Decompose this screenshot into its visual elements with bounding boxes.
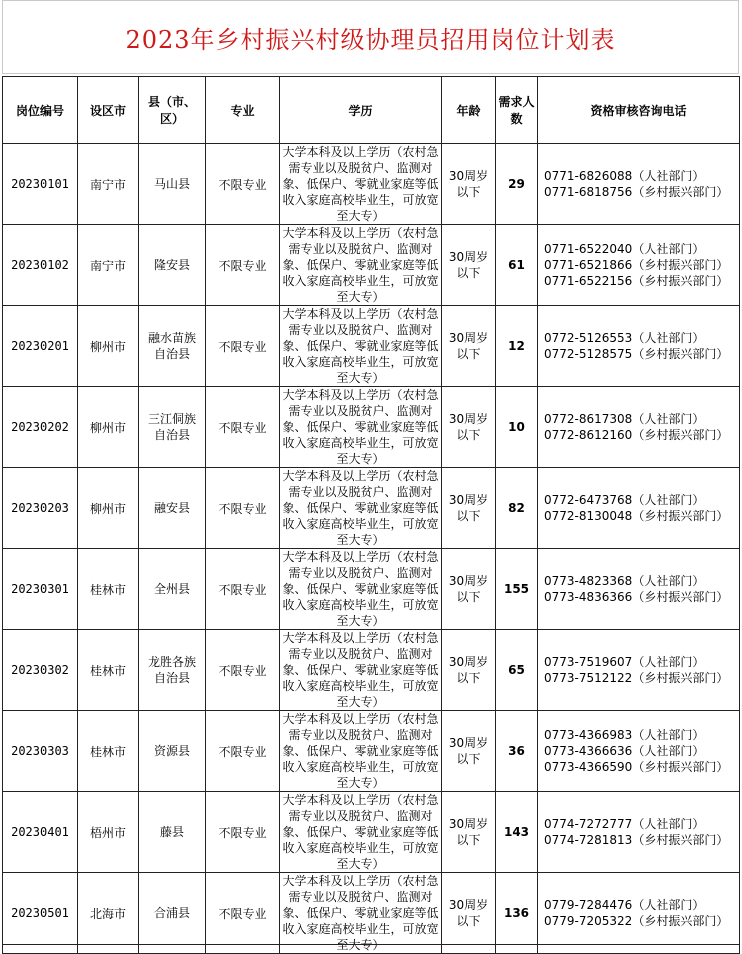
cell-education: 大学本科及以上学历（农村急需专业以及脱贫户、监测对象、低保户、零就业家庭等低收入家庭高校毕业生，可放宽至大专） [280,792,442,873]
cell-phones [538,792,740,873]
title-bar [2,0,739,74]
phone-line: 0779-7284476（人社部门） [544,898,705,912]
cell-code: 20230301 [3,549,78,630]
cell-city: 柳州市 [78,306,139,387]
cell-code: 20230202 [3,387,78,468]
cell-age: 30周岁以下 [442,468,496,549]
phone-line: 0773-7512122（乡村振兴部门） [544,671,729,685]
cell-education: 大学本科及以上学历（农村急需专业以及脱贫户、监测对象、低保户、零就业家庭等低收入家庭高校毕业生，可放宽至大专） [280,225,442,306]
table-row [3,225,740,306]
cell-major: 不限专业 [206,630,280,711]
cell-major: 不限专业 [206,549,280,630]
cell-city: 柳州市 [78,387,139,468]
table-row [3,711,740,792]
cell-county: 合浦县 [139,873,206,954]
cell-education: 大学本科及以上学历（农村急需专业以及脱贫户、监测对象、低保户、零就业家庭等低收入家庭高校毕业生，可放宽至大专） [280,387,442,468]
cell-city: 梧州市 [78,792,139,873]
header-education: 学历 [280,77,442,144]
cell-major: 不限专业 [206,306,280,387]
cell-age: 30周岁以下 [442,387,496,468]
cell-code: 20230201 [3,306,78,387]
cell-education: 大学本科及以上学历（农村急需专业以及脱贫户、监测对象、低保户、零就业家庭等低收入家庭高校毕业生，可放宽至大专） [280,873,442,954]
header-row [3,77,740,144]
cell-education: 大学本科及以上学历（农村急需专业以及脱贫户、监测对象、低保户、零就业家庭等低收入家庭高校毕业生，可放宽至大专） [280,549,442,630]
cell-code: 20230101 [3,144,78,225]
phone-line: 0772-8612160（乡村振兴部门） [544,428,729,442]
cell-education: 大学本科及以上学历（农村急需专业以及脱贫户、监测对象、低保户、零就业家庭等低收入家庭高校毕业生，可放宽至大专） [280,630,442,711]
phone-line: 0772-6473768（人社部门） [544,493,705,507]
page-title: 2023年乡村振兴村级协理员招用岗位计划表 [125,26,616,54]
cell-education: 大学本科及以上学历（农村急需专业以及脱贫户、监测对象、低保户、零就业家庭等低收入家庭高校毕业生，可放宽至大专） [280,468,442,549]
cell-county: 融水苗族自治县 [139,306,206,387]
cell-city: 桂林市 [78,711,139,792]
cell-count: 155 [496,549,538,630]
cell-county: 融安县 [139,468,206,549]
cell-age: 30周岁以下 [442,711,496,792]
cell-phones [538,144,740,225]
cell-phones [538,711,740,792]
table-row [3,144,740,225]
cell-count: 12 [496,306,538,387]
cell-phones [538,225,740,306]
phone-line: 0773-4823368（人社部门） [544,574,705,588]
table-row [3,630,740,711]
table-row [3,873,740,954]
phone-line: 0772-8617308（人社部门） [544,412,705,426]
phone-line: 0771-6521866（乡村振兴部门） [544,258,729,272]
cell-city: 桂林市 [78,630,139,711]
cell-phones [538,306,740,387]
header-major: 专业 [206,77,280,144]
table-row [3,792,740,873]
phone-line: 0773-4366590（乡村振兴部门） [544,760,729,774]
phone-line: 0772-5126553（人社部门） [544,331,705,345]
cell-age: 30周岁以下 [442,873,496,954]
cell-code: 20230102 [3,225,78,306]
phone-line: 0773-4366983（人社部门） [544,728,705,742]
cell-count: 36 [496,711,538,792]
cell-county: 隆安县 [139,225,206,306]
cell-county: 龙胜各族自治县 [139,630,206,711]
cell-age: 30周岁以下 [442,306,496,387]
cell-count: 10 [496,387,538,468]
phone-line: 0771-6522040（人社部门） [544,242,705,256]
cell-age: 30周岁以下 [442,792,496,873]
table-row [3,387,740,468]
cell-county: 三江侗族自治县 [139,387,206,468]
cell-code: 20230401 [3,792,78,873]
table-row [3,549,740,630]
table-row [3,306,740,387]
cell-code: 20230303 [3,711,78,792]
cell-phones [538,468,740,549]
cell-major: 不限专业 [206,387,280,468]
job-plan-table [2,76,740,954]
header-code: 岗位编号 [3,77,78,144]
phone-line: 0771-6522156（乡村振兴部门） [544,274,729,288]
cell-county: 全州县 [139,549,206,630]
cell-code: 20230203 [3,468,78,549]
phone-line: 0773-7519607（人社部门） [544,655,705,669]
header-count: 需求人数 [496,77,538,144]
header-county: 县（市、区） [139,77,206,144]
cell-age: 30周岁以下 [442,630,496,711]
cell-age: 30周岁以下 [442,144,496,225]
cell-education: 大学本科及以上学历（农村急需专业以及脱贫户、监测对象、低保户、零就业家庭等低收入家庭高校毕业生，可放宽至大专） [280,711,442,792]
cell-major: 不限专业 [206,225,280,306]
cell-city: 柳州市 [78,468,139,549]
phone-line: 0774-7272777（人社部门） [544,817,705,831]
cell-count: 65 [496,630,538,711]
cell-age: 30周岁以下 [442,225,496,306]
header-city: 设区市 [78,77,139,144]
cell-code: 20230501 [3,873,78,954]
phone-line: 0772-5128575（乡村振兴部门） [544,347,729,361]
cell-count: 82 [496,468,538,549]
cell-phones [538,873,740,954]
cell-count: 143 [496,792,538,873]
cell-count: 61 [496,225,538,306]
header-age: 年龄 [442,77,496,144]
cell-code: 20230302 [3,630,78,711]
cell-county: 藤县 [139,792,206,873]
cell-education: 大学本科及以上学历（农村急需专业以及脱贫户、监测对象、低保户、零就业家庭等低收入家庭高校毕业生，可放宽至大专） [280,306,442,387]
cell-major: 不限专业 [206,711,280,792]
cell-age: 30周岁以下 [442,549,496,630]
cell-education: 大学本科及以上学历（农村急需专业以及脱贫户、监测对象、低保户、零就业家庭等低收入家庭高校毕业生，可放宽至大专） [280,144,442,225]
cell-city: 南宁市 [78,144,139,225]
cell-major: 不限专业 [206,468,280,549]
cell-phones [538,387,740,468]
cell-county: 资源县 [139,711,206,792]
cell-major: 不限专业 [206,144,280,225]
phone-line: 0773-4836366（乡村振兴部门） [544,590,729,604]
table-row [3,468,740,549]
header-phone: 资格审核咨询电话 [538,77,740,144]
phone-line: 0774-7281813（乡村振兴部门） [544,833,729,847]
cell-county: 马山县 [139,144,206,225]
phone-line: 0771-6818756（乡村振兴部门） [544,185,729,199]
cell-phones [538,549,740,630]
cell-major: 不限专业 [206,873,280,954]
phone-line: 0773-4366636（人社部门） [544,744,705,758]
cell-count: 29 [496,144,538,225]
phone-line: 0779-7205322（乡村振兴部门） [544,914,729,928]
phone-line: 0772-8130048（乡村振兴部门） [544,509,729,523]
next-row-edge [2,944,739,950]
cell-city: 北海市 [78,873,139,954]
cell-major: 不限专业 [206,792,280,873]
cell-count: 136 [496,873,538,954]
phone-line: 0771-6826088（人社部门） [544,169,705,183]
cell-city: 桂林市 [78,549,139,630]
cell-phones [538,630,740,711]
cell-city: 南宁市 [78,225,139,306]
